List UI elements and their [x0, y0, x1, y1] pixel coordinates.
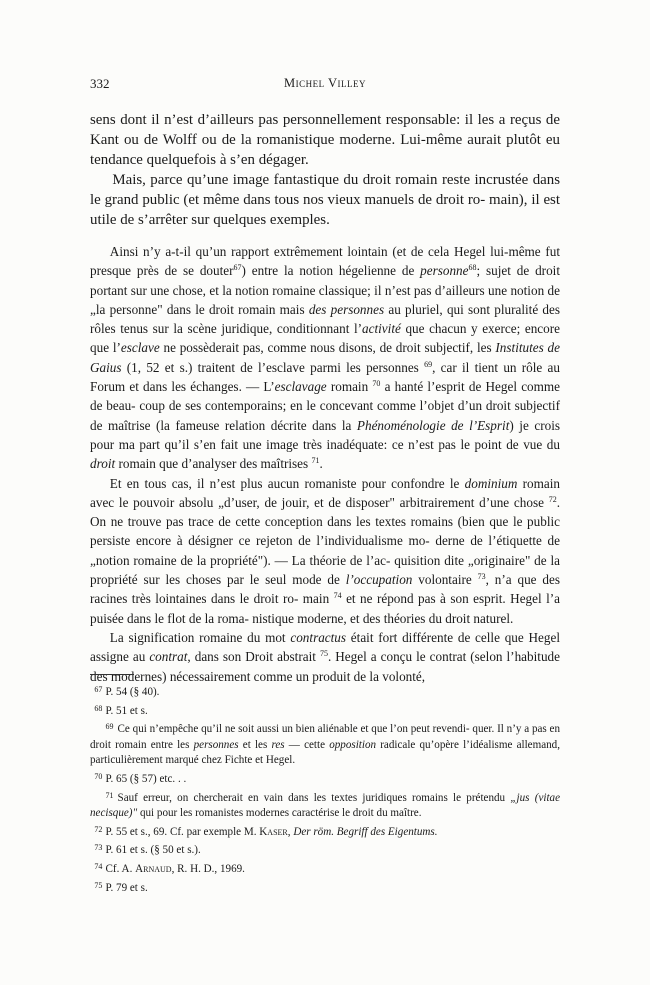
footnote: 75 P. 79 et s. [94, 880, 148, 894]
paragraph: Ainsi n’y a-t-il qu’un rapport extrêmement lointain (et de cela Hegel lui-même fut presque près de se douter$^{67}$) entre la notion hégelienne de personne$^{68}$; sujet de droit portant sur une chose, et la notion romaine classique; il n’est pas d’ailleurs une notion de „la personne" dans le droit romain mais des personnes au pluriel, qui sont pluralité des rôles tenus sur la scène juridique, conditionnant l’activité que chacun y exerce; encore que l’esclave ne possèderait pas, comme nous disons, de droit subjectif, les Institutes de Gaius (1, 52 et s.) traitent de l’esclave parmi les personnes $^{69}$, car il tient un rôle au Forum et dans les échanges. — L’esclavage romain $^{70}$ a hanté l’esprit de Hegel comme de beau- coup de ses contemporains; en le concevant comme l’objet d’un droit subjectif de maîtrise (la fameuse relation décrite dans la Phénoménologie de l’Esprit) je crois pour ma part qu’il s’en fait une image très inadéquate: ce n’est pas le point de vue du droit romain que d’analyser des maîtrises $^{71}$. [90, 244, 561, 472]
footnote: 71 Sauf erreur, on chercherait en vain dans les textes juridiques romains le prétendu „jus (vitae necisque)" qui pour les romanistes modernes caractérise le droit du maître. [90, 790, 560, 820]
footnote: 72 P. 55 et s., 69. Cf. par exemple M. Kaser, Der röm. Begriff des Eigentums. [94, 824, 438, 838]
paragraph: sens dont il n’est d’ailleurs pas personnellement responsable: il les a reçus de Kant ou de Wolff ou de la romanistique moderne. Lui-même aurait plutôt eu tendance quelquefois à s’en dégager. [90, 112, 560, 168]
paragraph: La signification romaine du mot contractus était fort différente de celle que Hegel assigne au contrat, dans son Droit abstrait $^{75}$. Hegel a conçu le contrat (selon l’habitude des modernes) nécessairement comme un produit de la volonté, [90, 629, 560, 684]
paragraph: Mais, parce qu’une image fantastique du droit romain reste incrustée dans le grand public (et même dans tous nos vieux manuels de droit ro- main), il est utile de s’arrêter sur quelques exemples. [90, 172, 560, 228]
footnote-ref: 73 [477, 572, 486, 582]
footnote: 73 P. 61 et s. (§ 50 et s.). [94, 843, 201, 857]
footnote-ref: 75 [319, 649, 328, 659]
footnote: 67 P. 54 (§ 40). [94, 685, 160, 698]
page-number: 332 [90, 76, 110, 91]
intro-section [90, 110, 560, 230]
body-text [90, 110, 560, 686]
running-head: Michel Villey [283, 76, 367, 90]
footnote-ref: 67 [233, 263, 242, 273]
footnote-ref: 70 [372, 379, 381, 389]
footnote-ref: 68 [468, 263, 477, 273]
footnote-ref: 72 [548, 494, 557, 504]
footnote: 74 Cf. A. Arnaud, R. H. D., 1969. [94, 861, 245, 875]
page-header [90, 76, 560, 96]
paragraph: Et en tous cas, il n’est plus aucun romaniste pour confondre le dominium romain avec le pouvoir absolu „d’user, de jouir, et de disposer" arbitrairement d’une chose $^{72}$. On ne trouve pas trace de cette conception dans les textes romains (bien que le public persiste encore à désigner ce rejeton de l’individualisme mo- derne de l’étiquette de „notion romaine de la propriété"). — La théorie de l’ac- quisition dite „originaire" de la propriété sur les choses par le seul mode de l’occupation volontaire $^{73}$, n’a que des racines très lointaines dans le droit ro- main $^{74}$ et ne répond pas à son esprit. Hegel l’a puisée dans le flot de la roma- nistique moderne, et des théories du droit naturel. [90, 475, 561, 626]
main-section [90, 242, 560, 686]
footnote-rule [90, 674, 134, 675]
footnotes [90, 682, 560, 896]
footnote-ref: 71 [311, 456, 320, 466]
footnote: 68 P. 51 et s. [94, 703, 148, 717]
footnote: 70 P. 65 (§ 57) etc. . . [94, 771, 187, 785]
footnote-ref: 69 [424, 359, 433, 369]
footnote: 69 Ce qui n’empêche qu’il ne soit aussi un bien aliénable et que l’on peut revendi- quer. Il n’y a pas en droit romain entre les personnes et les res — cette opposition radicale qu’opère l’idéalisme allemand, particulièrement marqué chez Fichte et Hegel. [90, 722, 561, 767]
footnote-ref: 74 [333, 591, 342, 601]
